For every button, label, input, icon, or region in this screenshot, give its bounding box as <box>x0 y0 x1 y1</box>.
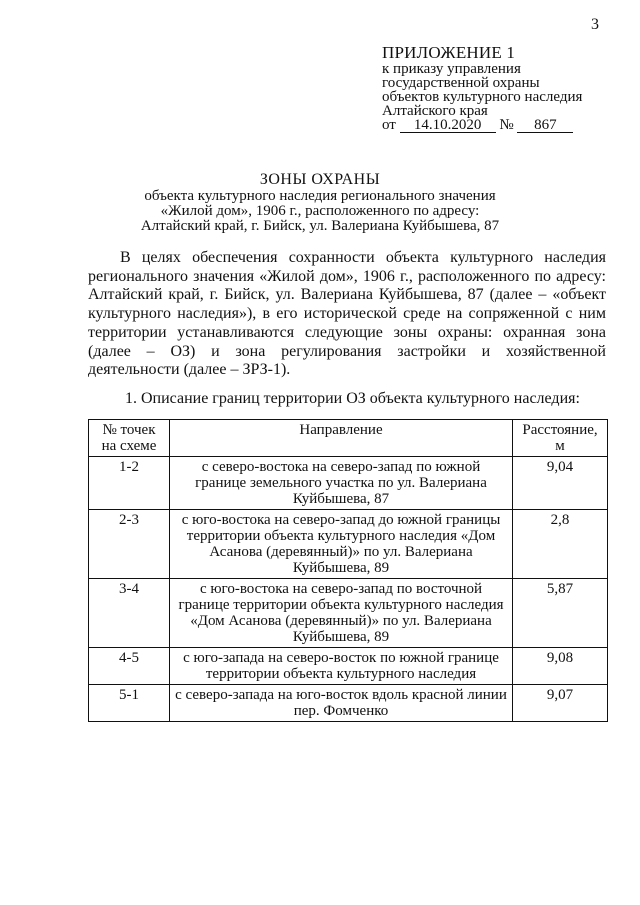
number-label: № <box>499 117 514 133</box>
heading-line: «Жилой дом», 1906 г., расположенного по адресу: <box>160 203 480 219</box>
order-number: 867 <box>517 118 573 133</box>
heading-title: ЗОНЫ ОХРАНЫ <box>259 171 381 188</box>
intro-paragraph: В целях обеспечения сохранности объекта культурного наследия регионального значения «Жилой дом», 1906 г., расположенного по адресу: Алтайский край, г. Бийск, ул. Валериана Куйбышева, 87 (далее – «объект культурного наследия»), в его исторической среде на сопряженной с ним территории устанавливаются следующие зоны охраны: охранная зона (далее – ОЗ) и зона регулирования застройки и хозяйственной деятельности (далее – ЗРЗ-1). <box>88 249 606 379</box>
appendix-line: Алтайского края <box>382 103 488 119</box>
cell-distance: 9,08 <box>513 648 608 685</box>
cell-points: 2-3 <box>89 510 170 579</box>
boundary-table <box>88 419 608 722</box>
cell-points: 1-2 <box>89 457 170 510</box>
cell-direction: с юго-востока на северо-запад до южной границы территории объекта культурного наследия «Дом Асанова (деревянный)» по ул. Валериана Куйбышева, 89 <box>170 510 513 579</box>
cell-direction: с юго-востока на северо-запад по восточной границе территории объекта культурного наследия «Дом Асанова (деревянный)» по ул. Валериана Куйбышева, 89 <box>170 579 513 648</box>
table-row <box>89 648 608 685</box>
appendix-title: ПРИЛОЖЕНИЕ 1 <box>382 43 516 62</box>
section-title: 1. Описание границ территории ОЗ объекта культурного наследия: <box>125 390 580 407</box>
heading-line: Алтайский край, г. Бийск, ул. Валериана Куйбышева, 87 <box>140 218 500 234</box>
cell-distance: 2,8 <box>513 510 608 579</box>
header-distance: Расстояние, м <box>513 420 608 457</box>
document-heading <box>140 172 500 234</box>
page-number: 3 <box>591 16 599 33</box>
cell-points: 3-4 <box>89 579 170 648</box>
cell-direction: с юго-запада на северо-восток по южной границе территории объекта культурного наследия <box>170 648 513 685</box>
cell-points: 5-1 <box>89 685 170 722</box>
appendix-line: к приказу управления <box>382 61 521 77</box>
heading-line: объекта культурного наследия регионального значения <box>144 188 496 204</box>
table-row <box>89 579 608 648</box>
cell-points: 4-5 <box>89 648 170 685</box>
table-row <box>89 457 608 510</box>
appendix-date-line <box>382 118 582 133</box>
table-header-row <box>89 420 608 457</box>
appendix-line: государственной охраны <box>382 75 540 91</box>
appendix-block <box>382 44 582 133</box>
header-direction: Направление <box>170 420 513 457</box>
cell-direction: с северо-запада на юго-восток вдоль красной линии пер. Фомченко <box>170 685 513 722</box>
cell-distance: 9,07 <box>513 685 608 722</box>
cell-direction: с северо-востока на северо-запад по южной границе земельного участка по ул. Валериана Куйбышева, 87 <box>170 457 513 510</box>
appendix-line: объектов культурного наследия <box>382 89 583 105</box>
table-row <box>89 685 608 722</box>
cell-distance: 9,04 <box>513 457 608 510</box>
order-date: 14.10.2020 <box>400 118 496 133</box>
from-label: от <box>382 117 396 133</box>
header-points: № точек на схеме <box>89 420 170 457</box>
cell-distance: 5,87 <box>513 579 608 648</box>
table-row <box>89 510 608 579</box>
